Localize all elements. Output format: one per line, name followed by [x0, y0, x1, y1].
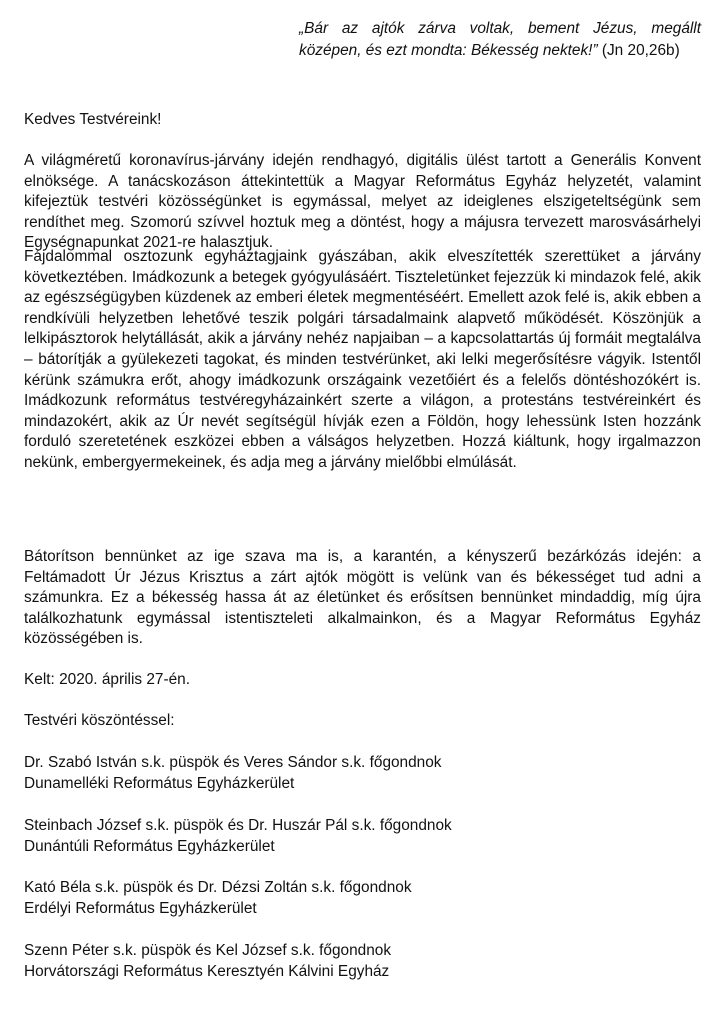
signatory-district: Dunamelléki Református Egyházkerület: [24, 775, 295, 792]
paragraph-3: Bátorítson bennünket az ige szava ma is, a karantén, a kényszerű bezárkózás idején: a Feltámadott Úr Jézus Krisztus a zárt ajtók mögött is velünk van és békességet tud adni a számunkra. Ez a békesség hassa át az életünket és erősítsen bennünket mindaddig, míg újra találkozhatunk egymással istentiszteleti alkalmainkon, és a Magyar Református Egyház közösségében is.: [24, 548, 701, 648]
closing-line: Testvéri köszöntéssel:: [24, 712, 175, 729]
signatory-district: Dunántúli Református Egyházkerület: [24, 838, 275, 855]
paragraph-1: A világméretű koronavírus-járvány idején rendhagyó, digitális ülést tartott a Generális Konvent elnöksége. A tanácskozáson áttekintettük a Magyar Református Egyház helyzetét, valamint kifejeztük testvéri közösségünket is egymással, melyet az ideiglenes elszigeteltségünk sem rendíthet meg. Szomorú szívvel hoztuk meg a döntést, hogy a májusra tervezett marosvásárhelyi Egységnapunkat 2021-re halasztjuk.: [24, 152, 701, 252]
date-line: Kelt: 2020. április 27-én.: [24, 671, 190, 688]
bible-quote-reference: (Jn 20,26b): [601, 41, 680, 59]
signatory-names: Dr. Szabó István s.k. püspök és Veres Sándor s.k. főgondnok: [24, 754, 442, 771]
bible-quote: [299, 18, 701, 61]
signatory-names: Steinbach József s.k. püspök és Dr. Huszár Pál s.k. főgondnok: [24, 817, 452, 834]
bible-quote-text: „Bár az ajtók zárva voltak, bement Jézus, megállt középen, és ezt mondta: Békesség nektek!”: [299, 20, 701, 59]
signatory-names: Szenn Péter s.k. püspök és Kel József s.k. főgondnok: [24, 942, 392, 959]
signatory-names: Kató Béla s.k. püspök és Dr. Dézsi Zoltán s.k. főgondnok: [24, 879, 412, 896]
signatory-district: Horvátországi Református Keresztyén Kálvini Egyház: [24, 963, 390, 980]
greeting: Kedves Testvéreink!: [24, 111, 162, 128]
paragraph-2: Fájdalommal osztozunk egyháztagjaink gyászában, akik elveszítették szerettüket a járvány következtében. Imádkozunk a betegek gyógyulásáért. Tiszteletünket fejezzük ki mindazok felé, akik az egészségügyben küzdenek az emberi életek megmentéséért. Emellett azok felé is, akik ebben a rendkívüli helyzetben lehetővé teszik polgári társadalmaink alapvető működését. Köszönjük a lelkipásztorok helytállását, akik a járvány nehéz napjaiban – a kapcsolattartás új formáit megtalálva – bátorítják a gyülekezeti tagokat, és minden testvérünket, aki lelki megerősítésre vágyik. Istentől kérünk számukra erőt, ahogy imádkozunk országaink vezetőiért és a felelős döntéshozókért is. Imádkozunk református testvéregyházainkért szerte a világon, a protestáns testvéreinkért és mindazokért, akik az Úr nevét segítségül hívják ezen a Földön, hogy lehessünk Isten hozzánk forduló szeretetének eszközei ebben a válságos helyzetben. Hozzá kiáltunk, hogy irgalmazzon nekünk, embergyermekeinek, és adja meg a járvány mielőbbi elmúlását.: [24, 248, 701, 471]
signatory-district: Erdélyi Református Egyházkerület: [24, 900, 257, 917]
